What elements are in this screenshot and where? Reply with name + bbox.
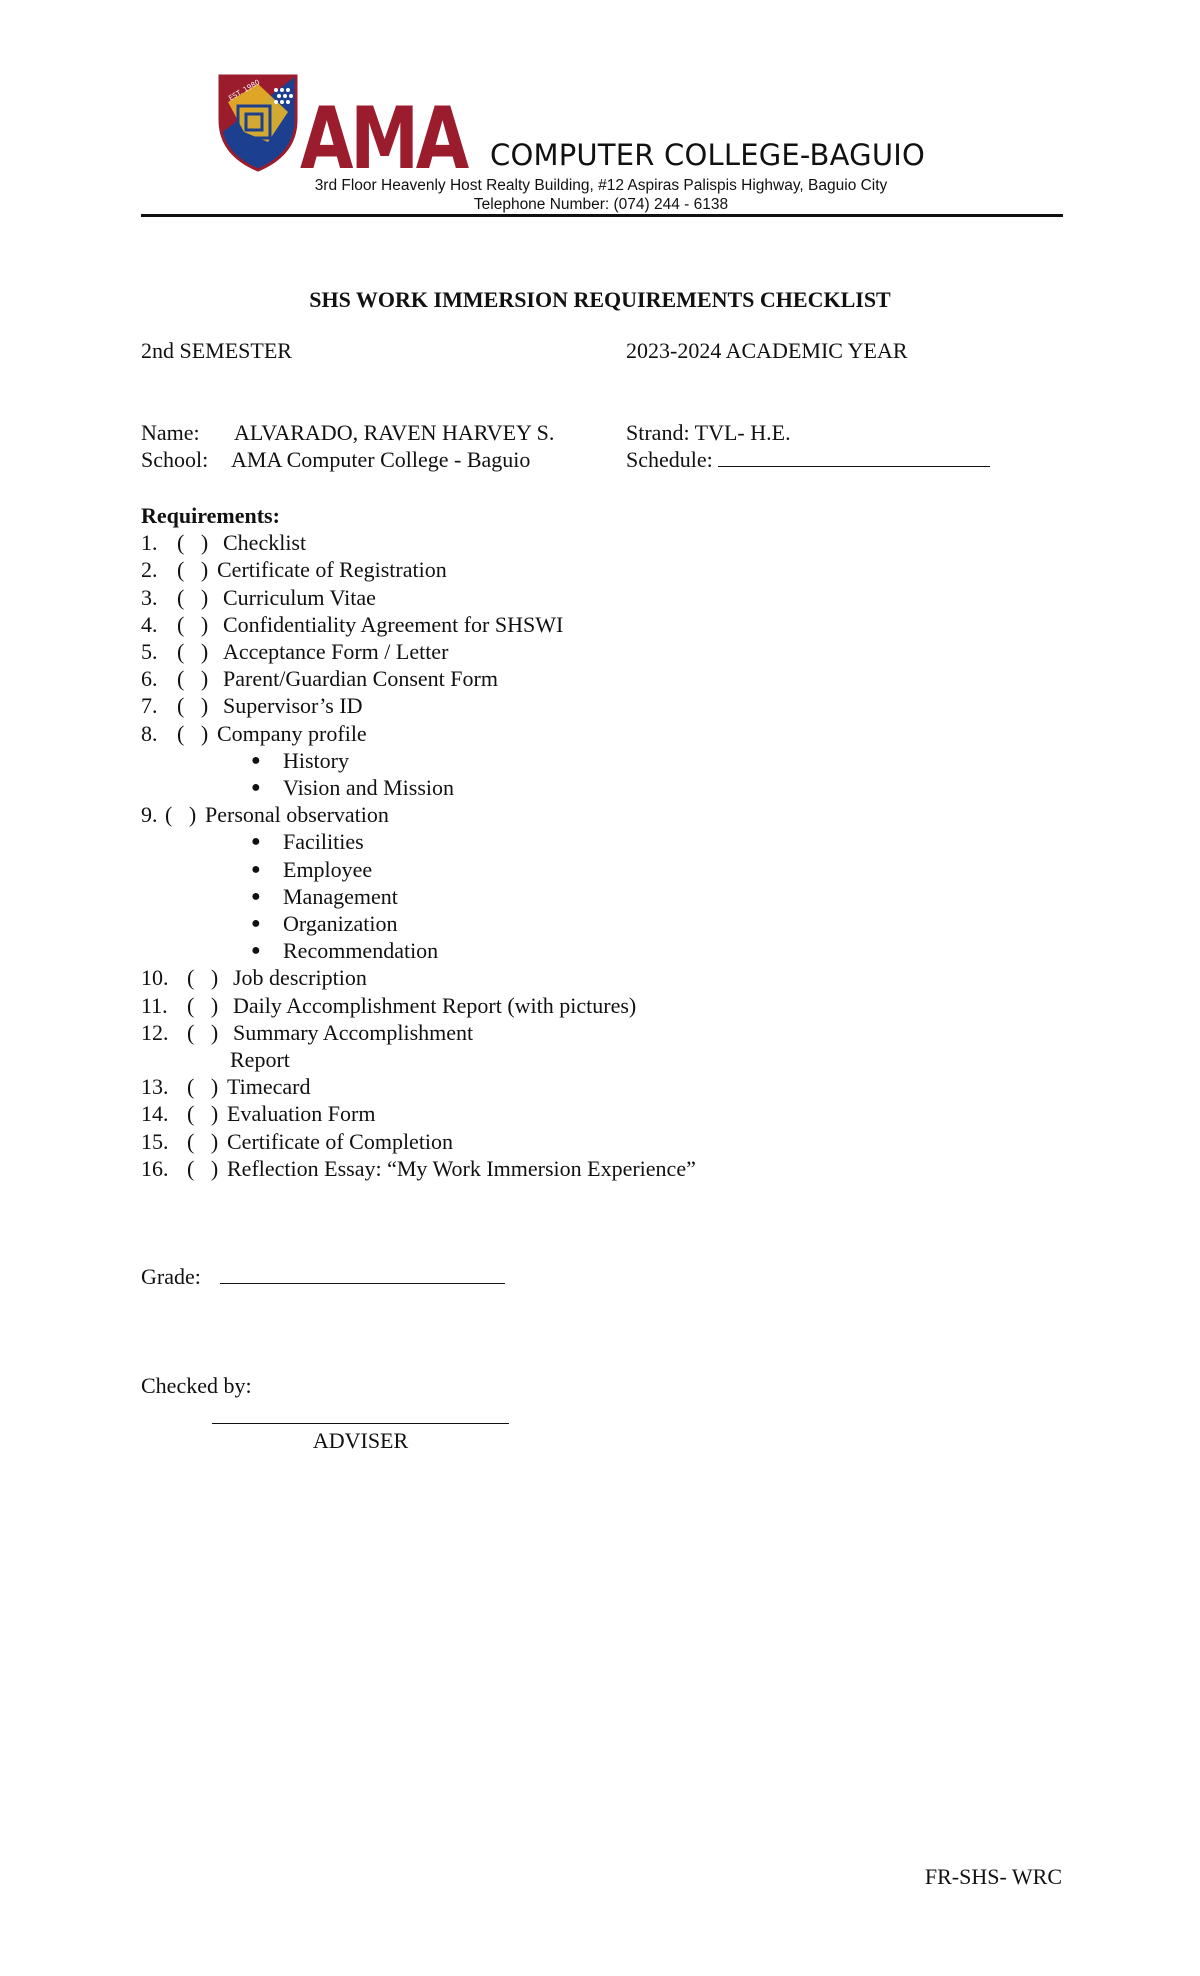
requirement-item: [141, 529, 841, 556]
sub-requirement-label: Management: [283, 883, 398, 909]
name-label: Name:: [141, 420, 200, 445]
requirement-label-continued: Report: [230, 1047, 290, 1073]
sub-requirement-item: [141, 747, 841, 774]
checkbox-parentheses[interactable]: ( ): [177, 693, 209, 719]
requirement-item: [141, 1155, 841, 1182]
requirement-item: [141, 1073, 841, 1100]
requirement-item: [141, 964, 841, 991]
academic-year: 2023-2024 ACADEMIC YEAR: [626, 338, 908, 363]
requirement-label: Supervisor’s ID: [223, 693, 363, 719]
requirement-number: 3.: [141, 584, 158, 610]
requirement-item: [141, 1019, 841, 1046]
requirement-label: Company profile: [217, 720, 367, 746]
telephone-line: Telephone Number: (074) 244 - 6138: [473, 196, 729, 213]
requirements-list: [141, 502, 841, 1182]
requirement-label: Timecard: [227, 1074, 311, 1100]
requirement-number: 6.: [141, 666, 158, 692]
bullet-icon: ●: [251, 860, 261, 878]
sub-requirement-label: Organization: [283, 911, 398, 937]
header-divider: [141, 214, 1063, 217]
checkbox-parentheses[interactable]: ( ): [177, 557, 209, 583]
requirement-number: 16.: [141, 1155, 169, 1181]
requirement-number: 7.: [141, 693, 158, 719]
ama-logo: [218, 72, 470, 189]
checkbox-parentheses[interactable]: ( ): [177, 720, 209, 746]
bullet-icon: ●: [251, 887, 261, 905]
requirement-number: 15.: [141, 1128, 169, 1154]
requirement-number: 10.: [141, 965, 169, 991]
sub-requirement-item: [141, 937, 841, 964]
requirement-label: Acceptance Form / Letter: [223, 639, 449, 665]
grade-field: [141, 1264, 505, 1290]
requirement-label: Confidentiality Agreement for SHSWI: [223, 611, 564, 637]
checkbox-parentheses[interactable]: ( ): [177, 584, 209, 610]
requirement-item: [141, 692, 841, 719]
requirement-label: Checklist: [223, 530, 307, 556]
schedule-field: [626, 447, 990, 473]
requirement-label: Reflection Essay: “My Work Immersion Experience”: [227, 1155, 696, 1181]
sub-requirement-item: [141, 856, 841, 883]
checkbox-parentheses[interactable]: ( ): [187, 1101, 219, 1127]
requirement-number: 9.: [141, 802, 158, 828]
requirement-label: Evaluation Form: [227, 1101, 376, 1127]
checkbox-parentheses[interactable]: ( ): [187, 1155, 219, 1181]
name-value: ALVARADO, RAVEN HARVEY S.: [234, 420, 555, 445]
sub-requirement-item: [141, 774, 841, 801]
requirement-number: 2.: [141, 557, 158, 583]
strand-label: Strand:: [626, 420, 690, 445]
requirement-item: [141, 720, 841, 747]
semester: 2nd SEMESTER: [141, 338, 292, 363]
sub-requirement-label: Vision and Mission: [283, 775, 455, 801]
grade-label: Grade:: [141, 1264, 201, 1289]
checkbox-parentheses[interactable]: ( ): [177, 666, 209, 692]
requirement-item: [141, 665, 841, 692]
requirement-number: 13.: [141, 1074, 169, 1100]
checkbox-parentheses[interactable]: ( ): [187, 1128, 219, 1154]
requirement-item: [141, 1128, 841, 1155]
checkbox-parentheses[interactable]: ( ): [177, 639, 209, 665]
requirement-number: 12.: [141, 1019, 169, 1045]
adviser-signature-line[interactable]: [212, 1423, 509, 1424]
checkbox-parentheses[interactable]: ( ): [187, 1019, 219, 1045]
strand-field: [626, 420, 791, 446]
school-label: School:: [141, 447, 209, 472]
college-name: COMPUTER COLLEGE-BAGUIO: [490, 138, 926, 172]
sub-requirement-item: [141, 828, 841, 855]
requirement-item: [141, 611, 841, 638]
requirement-label: Curriculum Vitae: [223, 584, 376, 610]
logo-badge-text: EST. 1980: [227, 78, 262, 103]
requirement-item: [141, 1100, 841, 1127]
checkbox-parentheses[interactable]: ( ): [165, 802, 197, 828]
document-title: SHS WORK IMMERSION REQUIREMENTS CHECKLIST: [309, 287, 891, 312]
requirement-number: 1.: [141, 530, 158, 556]
sub-requirement-item: [141, 910, 841, 937]
requirement-number: 4.: [141, 611, 158, 637]
schedule-label: Schedule:: [626, 447, 713, 472]
checkbox-parentheses[interactable]: ( ): [177, 611, 209, 637]
requirement-label: Certificate of Completion: [227, 1128, 454, 1154]
address-line: 3rd Floor Heavenly Host Realty Building, #12 Aspiras Palispis Highway, Baguio City: [314, 177, 888, 194]
strand-value: TVL- H.E.: [694, 420, 791, 445]
requirement-item: [141, 638, 841, 665]
requirement-label: Personal observation: [205, 802, 389, 828]
grade-blank[interactable]: [220, 1265, 505, 1284]
requirement-item: [141, 584, 841, 611]
form-code: FR-SHS- WRC: [924, 1864, 1062, 1889]
requirement-number: 11.: [141, 992, 168, 1018]
checkbox-parentheses[interactable]: ( ): [187, 992, 219, 1018]
adviser-label: ADVISER: [312, 1428, 409, 1453]
sub-requirement-label: Facilities: [283, 829, 364, 855]
sub-requirement-label: History: [283, 747, 349, 773]
requirement-label: Job description: [233, 965, 367, 991]
requirement-number: 14.: [141, 1101, 169, 1127]
requirement-item: [141, 801, 841, 828]
bullet-icon: ●: [251, 751, 261, 769]
requirement-label: Daily Accomplishment Report (with pictures): [233, 992, 637, 1018]
sub-requirement-label: Recommendation: [283, 938, 439, 964]
sub-requirement-item: [141, 883, 841, 910]
bullet-icon: ●: [251, 942, 261, 960]
sub-requirement-label: Employee: [283, 856, 373, 882]
requirement-number: 5.: [141, 639, 158, 665]
address-block: [0, 176, 1200, 214]
bullet-icon: ●: [251, 833, 261, 851]
logo-wordmark: AMA: [300, 89, 470, 189]
checkbox-parentheses[interactable]: ( ): [187, 965, 219, 991]
school-value: AMA Computer College - Baguio: [231, 447, 531, 472]
requirement-number: 8.: [141, 720, 158, 746]
checkbox-parentheses[interactable]: ( ): [187, 1074, 219, 1100]
requirement-label: Parent/Guardian Consent Form: [223, 666, 498, 692]
requirement-item: [141, 556, 841, 583]
checkbox-parentheses[interactable]: ( ): [177, 530, 209, 556]
requirement-label: Summary Accomplishment: [233, 1019, 474, 1045]
schedule-blank[interactable]: [718, 448, 990, 467]
requirement-item: [141, 992, 841, 1019]
bullet-icon: ●: [251, 915, 261, 933]
requirements-heading: Requirements:: [141, 503, 280, 528]
bullet-icon: ●: [251, 779, 261, 797]
checked-by-label: Checked by:: [141, 1373, 252, 1398]
requirement-label: Certificate of Registration: [217, 557, 447, 583]
